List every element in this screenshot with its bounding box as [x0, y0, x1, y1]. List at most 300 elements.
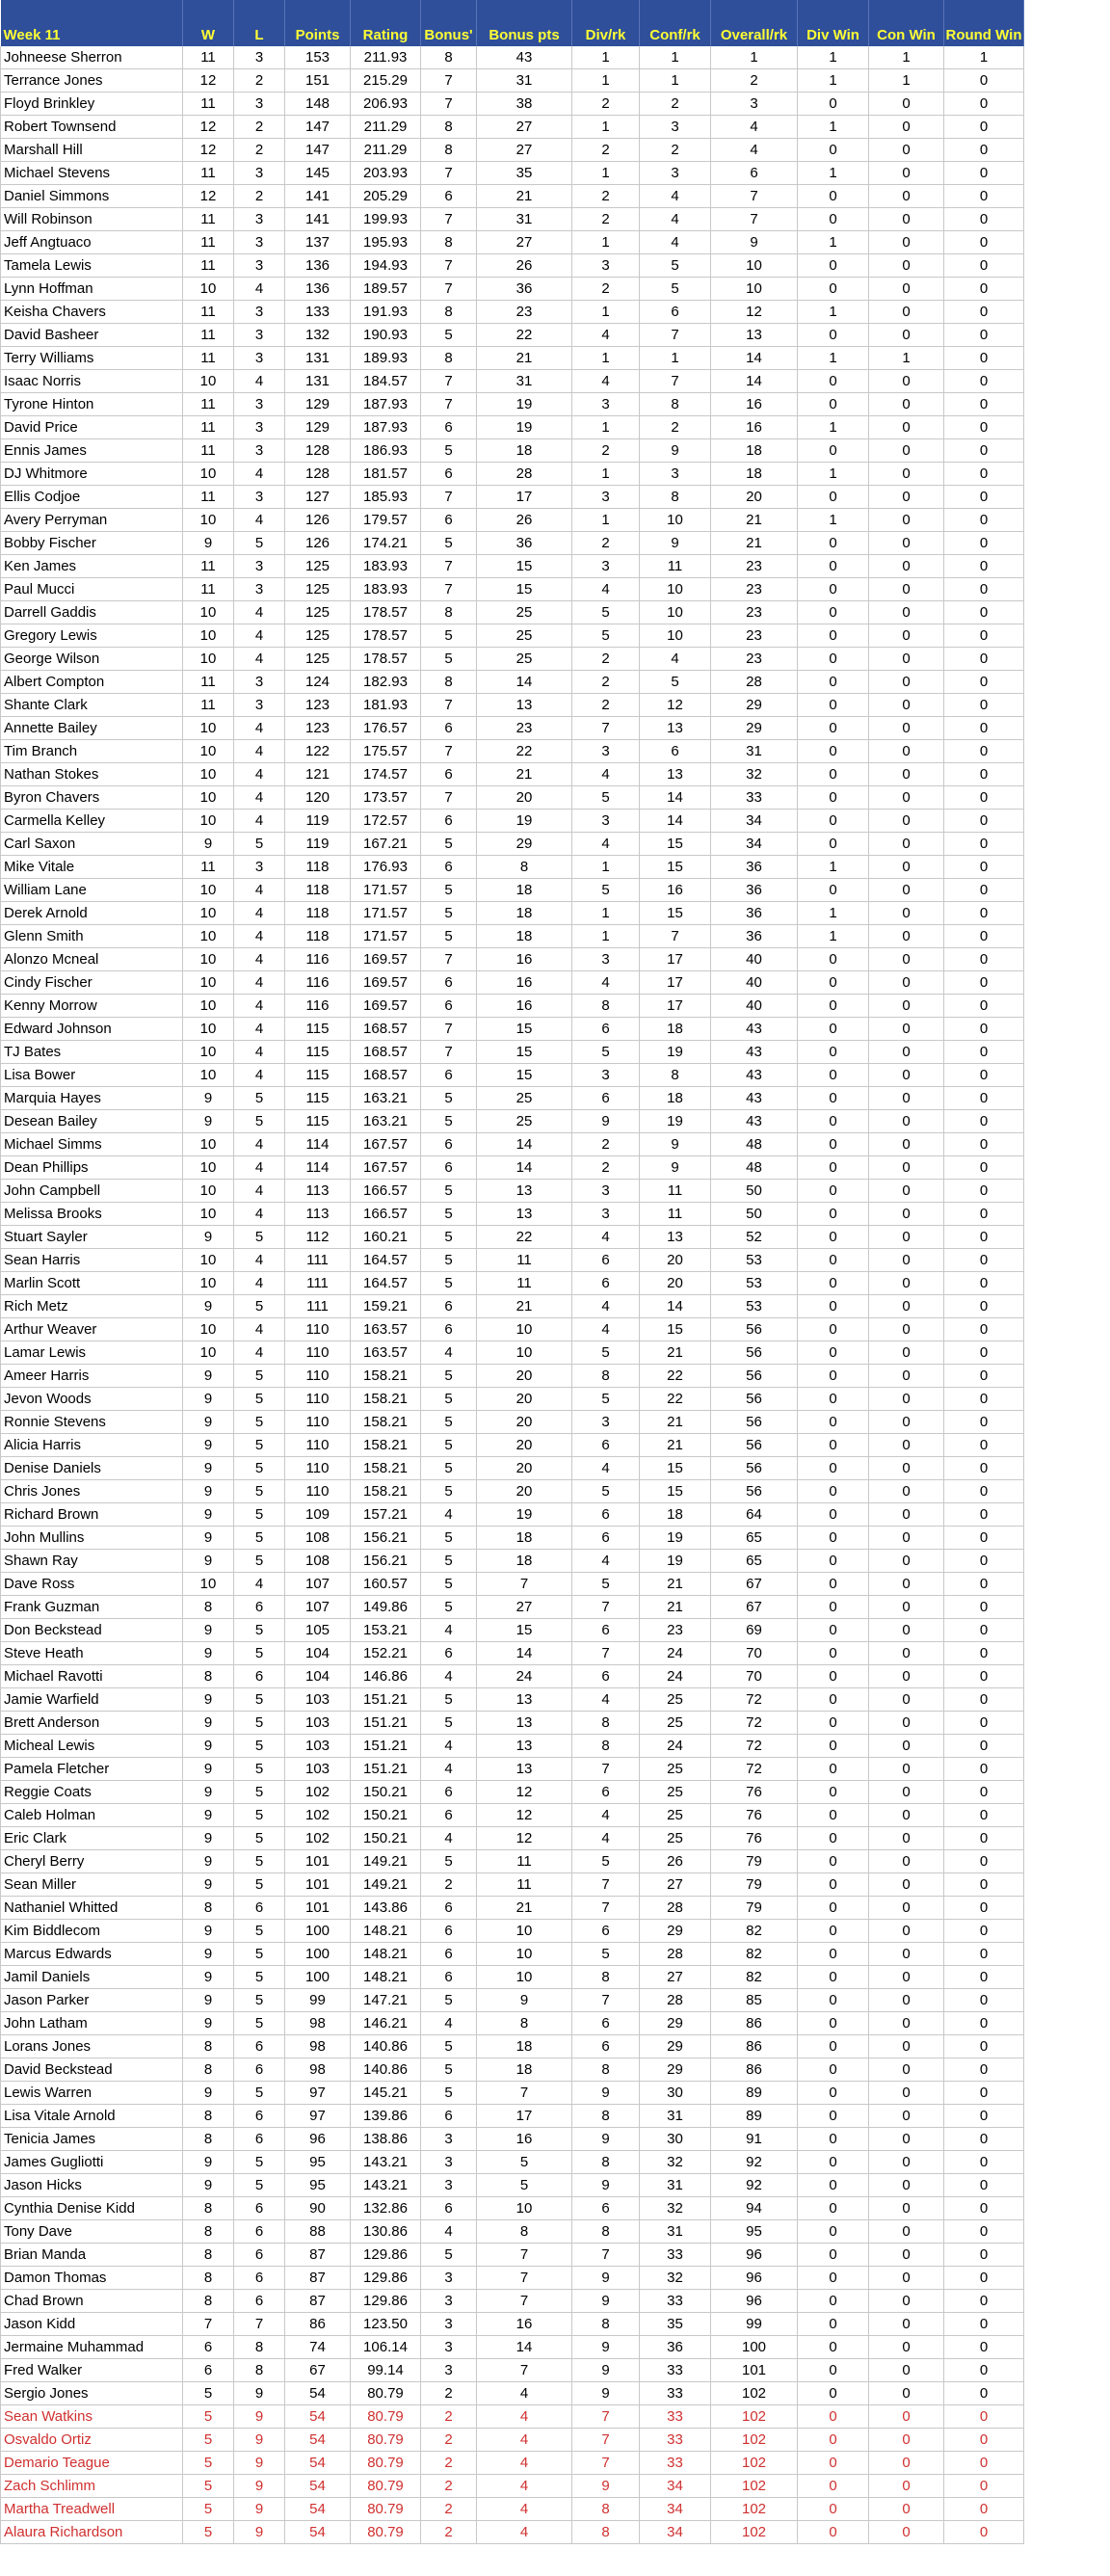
div-rank-cell: 8 [572, 2220, 640, 2244]
overall-rank-cell: 4 [711, 139, 798, 162]
overall-rank-cell: 65 [711, 1550, 798, 1573]
div-win-cell: 0 [798, 1642, 869, 1665]
overall-rank-cell: 16 [711, 416, 798, 439]
div-win-cell: 0 [798, 1388, 869, 1411]
table-row [1, 416, 1024, 439]
player-name-cell: Sean Watkins [1, 2405, 183, 2429]
overall-rank-cell: 29 [711, 717, 798, 740]
div-win-cell: 1 [798, 509, 869, 532]
losses-cell: 8 [234, 2336, 285, 2359]
round-win-cell: 0 [944, 925, 1024, 948]
table-row [1, 601, 1024, 624]
points-cell: 112 [285, 1226, 351, 1249]
player-name-cell: Lewis Warren [1, 2082, 183, 2105]
points-cell: 98 [285, 2058, 351, 2082]
div-rank-cell: 9 [572, 2336, 640, 2359]
bonus-count-cell: 5 [421, 439, 477, 463]
bonus-count-cell: 5 [421, 1712, 477, 1735]
rating-cell: 187.93 [351, 393, 421, 416]
round-win-cell: 0 [944, 1388, 1024, 1411]
div-win-cell: 0 [798, 1365, 869, 1388]
conf-rank-cell: 1 [640, 347, 711, 370]
bonus-count-cell: 5 [421, 648, 477, 671]
div-rank-cell: 4 [572, 1827, 640, 1850]
bonus-points-cell: 20 [477, 786, 572, 810]
points-cell: 110 [285, 1411, 351, 1434]
con-win-cell: 0 [869, 555, 944, 578]
table-row [1, 347, 1024, 370]
points-cell: 67 [285, 2359, 351, 2382]
conf-rank-cell: 27 [640, 1966, 711, 1989]
points-cell: 105 [285, 1619, 351, 1642]
div-rank-cell: 6 [572, 1087, 640, 1110]
rating-cell: 157.21 [351, 1503, 421, 1527]
div-rank-cell: 3 [572, 740, 640, 763]
conf-rank-cell: 33 [640, 2382, 711, 2405]
bonus-points-cell: 13 [477, 1203, 572, 1226]
round-win-cell: 0 [944, 601, 1024, 624]
losses-cell: 4 [234, 1341, 285, 1365]
losses-cell: 5 [234, 1550, 285, 1573]
div-win-cell: 0 [798, 2035, 869, 2058]
bonus-count-cell: 5 [421, 1527, 477, 1550]
bonus-count-cell: 5 [421, 2244, 477, 2267]
div-rank-cell: 8 [572, 995, 640, 1018]
losses-cell: 9 [234, 2521, 285, 2544]
rating-cell: 129.86 [351, 2244, 421, 2267]
points-cell: 95 [285, 2174, 351, 2197]
table-row [1, 763, 1024, 786]
round-win-cell: 0 [944, 2498, 1024, 2521]
bonus-count-cell: 6 [421, 2105, 477, 2128]
player-name-cell: John Mullins [1, 1527, 183, 1550]
player-name-cell: Tony Dave [1, 2220, 183, 2244]
con-win-cell: 0 [869, 2313, 944, 2336]
overall-rank-cell: 72 [711, 1712, 798, 1735]
losses-cell: 4 [234, 786, 285, 810]
overall-rank-cell: 43 [711, 1110, 798, 1133]
player-name-cell: Reggie Coats [1, 1781, 183, 1804]
table-row [1, 1758, 1024, 1781]
wins-cell: 11 [183, 347, 234, 370]
overall-rank-cell: 56 [711, 1388, 798, 1411]
table-row [1, 1596, 1024, 1619]
losses-cell: 7 [234, 2313, 285, 2336]
losses-cell: 3 [234, 856, 285, 879]
table-row [1, 578, 1024, 601]
losses-cell: 5 [234, 1804, 285, 1827]
bonus-points-cell: 43 [477, 46, 572, 69]
overall-rank-cell: 40 [711, 971, 798, 995]
conf-rank-cell: 10 [640, 601, 711, 624]
rating-cell: 151.21 [351, 1688, 421, 1712]
div-win-cell: 0 [798, 1272, 869, 1295]
wins-cell: 10 [183, 810, 234, 833]
conf-rank-cell: 4 [640, 648, 711, 671]
player-name-cell: Alonzo Mcneal [1, 948, 183, 971]
bonus-points-cell: 21 [477, 763, 572, 786]
div-rank-cell: 7 [572, 2452, 640, 2475]
div-win-cell: 0 [798, 1226, 869, 1249]
rating-cell: 158.21 [351, 1411, 421, 1434]
points-cell: 119 [285, 833, 351, 856]
con-win-cell: 0 [869, 1318, 944, 1341]
player-name-cell: Lorans Jones [1, 2035, 183, 2058]
rating-cell: 153.21 [351, 1619, 421, 1642]
rating-cell: 143.21 [351, 2174, 421, 2197]
points-cell: 115 [285, 1087, 351, 1110]
overall-rank-cell: 2 [711, 69, 798, 93]
div-win-cell: 0 [798, 2267, 869, 2290]
wins-cell: 5 [183, 2521, 234, 2544]
overall-rank-cell: 56 [711, 1411, 798, 1434]
round-win-cell: 0 [944, 856, 1024, 879]
losses-cell: 5 [234, 1989, 285, 2012]
table-row [1, 324, 1024, 347]
table-row [1, 486, 1024, 509]
table-row [1, 1619, 1024, 1642]
points-cell: 110 [285, 1341, 351, 1365]
overall-rank-cell: 102 [711, 2452, 798, 2475]
player-name-cell: Jevon Woods [1, 1388, 183, 1411]
div-rank-cell: 7 [572, 1897, 640, 1920]
wins-cell: 9 [183, 1226, 234, 1249]
player-name-cell: Edward Johnson [1, 1018, 183, 1041]
player-name-cell: Lisa Bower [1, 1064, 183, 1087]
player-name-cell: Jason Kidd [1, 2313, 183, 2336]
losses-cell: 4 [234, 1133, 285, 1156]
points-cell: 136 [285, 254, 351, 278]
wins-cell: 9 [183, 1966, 234, 1989]
losses-cell: 4 [234, 463, 285, 486]
div-win-cell: 0 [798, 648, 869, 671]
wins-cell: 6 [183, 2336, 234, 2359]
losses-cell: 3 [234, 231, 285, 254]
table-row [1, 1503, 1024, 1527]
table-row [1, 1573, 1024, 1596]
player-name-cell: Damon Thomas [1, 2267, 183, 2290]
bonus-count-cell: 4 [421, 1619, 477, 1642]
points-cell: 90 [285, 2197, 351, 2220]
bonus-points-cell: 10 [477, 1318, 572, 1341]
con-win-cell: 0 [869, 439, 944, 463]
wins-cell: 8 [183, 1596, 234, 1619]
rating-cell: 172.57 [351, 810, 421, 833]
rating-cell: 129.86 [351, 2290, 421, 2313]
overall-rank-cell: 7 [711, 208, 798, 231]
table-row [1, 278, 1024, 301]
table-row [1, 2174, 1024, 2197]
div-win-cell: 0 [798, 2220, 869, 2244]
bonus-count-cell: 8 [421, 671, 477, 694]
rating-cell: 138.86 [351, 2128, 421, 2151]
losses-cell: 4 [234, 810, 285, 833]
losses-cell: 6 [234, 2197, 285, 2220]
rating-cell: 146.86 [351, 1665, 421, 1688]
overall-rank-cell: 52 [711, 1226, 798, 1249]
losses-cell: 8 [234, 2359, 285, 2382]
bonus-count-cell: 7 [421, 555, 477, 578]
wins-cell: 10 [183, 1203, 234, 1226]
bonus-count-cell: 6 [421, 1133, 477, 1156]
bonus-points-cell: 17 [477, 2105, 572, 2128]
div-win-cell: 0 [798, 2521, 869, 2544]
overall-rank-cell: 82 [711, 1966, 798, 1989]
table-row [1, 1388, 1024, 1411]
round-win-cell: 0 [944, 1341, 1024, 1365]
player-name-cell: Jeff Angtuaco [1, 231, 183, 254]
bonus-count-cell: 5 [421, 833, 477, 856]
conf-rank-cell: 28 [640, 1989, 711, 2012]
div-rank-cell: 1 [572, 46, 640, 69]
conf-rank-cell: 25 [640, 1688, 711, 1712]
div-rank-cell: 5 [572, 786, 640, 810]
div-win-cell: 0 [798, 393, 869, 416]
losses-cell: 4 [234, 1180, 285, 1203]
conf-rank-cell: 9 [640, 439, 711, 463]
rating-cell: 163.57 [351, 1341, 421, 1365]
rating-cell: 175.57 [351, 740, 421, 763]
conf-rank-cell: 25 [640, 1804, 711, 1827]
losses-cell: 5 [234, 1758, 285, 1781]
round-win-cell: 0 [944, 231, 1024, 254]
bonus-points-cell: 12 [477, 1827, 572, 1850]
overall-rank-cell: 76 [711, 1804, 798, 1827]
con-win-cell: 0 [869, 139, 944, 162]
rating-cell: 178.57 [351, 624, 421, 648]
losses-cell: 6 [234, 2128, 285, 2151]
conf-rank-cell: 34 [640, 2498, 711, 2521]
conf-rank-cell: 31 [640, 2174, 711, 2197]
table-row [1, 925, 1024, 948]
bonus-count-cell: 3 [421, 2336, 477, 2359]
losses-cell: 3 [234, 347, 285, 370]
con-win-cell: 0 [869, 1712, 944, 1735]
player-name-cell: Chad Brown [1, 2290, 183, 2313]
table-row [1, 2405, 1024, 2429]
round-win-cell: 0 [944, 1064, 1024, 1087]
conf-rank-cell: 22 [640, 1388, 711, 1411]
player-name-cell: Demario Teague [1, 2452, 183, 2475]
round-win-cell: 0 [944, 185, 1024, 208]
round-win-cell: 0 [944, 1110, 1024, 1133]
wins-cell: 9 [183, 1295, 234, 1318]
column-header-points: Points [285, 0, 351, 46]
rating-cell: 158.21 [351, 1388, 421, 1411]
points-cell: 108 [285, 1550, 351, 1573]
bonus-points-cell: 38 [477, 93, 572, 116]
bonus-count-cell: 2 [421, 2475, 477, 2498]
wins-cell: 8 [183, 1897, 234, 1920]
table-row [1, 2035, 1024, 2058]
bonus-points-cell: 21 [477, 1295, 572, 1318]
bonus-count-cell: 7 [421, 486, 477, 509]
player-name-cell: Marcus Edwards [1, 1943, 183, 1966]
bonus-points-cell: 20 [477, 1480, 572, 1503]
wins-cell: 9 [183, 1411, 234, 1434]
div-rank-cell: 2 [572, 532, 640, 555]
table-row [1, 301, 1024, 324]
round-win-cell: 0 [944, 578, 1024, 601]
losses-cell: 3 [234, 416, 285, 439]
player-name-cell: John Campbell [1, 1180, 183, 1203]
points-cell: 96 [285, 2128, 351, 2151]
table-row [1, 2313, 1024, 2336]
round-win-cell: 0 [944, 1434, 1024, 1457]
wins-cell: 9 [183, 1850, 234, 1873]
div-win-cell: 1 [798, 46, 869, 69]
rating-cell: 150.21 [351, 1827, 421, 1850]
points-cell: 129 [285, 393, 351, 416]
bonus-count-cell: 8 [421, 46, 477, 69]
table-row [1, 231, 1024, 254]
bonus-count-cell: 7 [421, 1018, 477, 1041]
div-rank-cell: 8 [572, 1712, 640, 1735]
div-win-cell: 1 [798, 463, 869, 486]
conf-rank-cell: 33 [640, 2452, 711, 2475]
wins-cell: 9 [183, 1989, 234, 2012]
div-win-cell: 0 [798, 1712, 869, 1735]
rating-cell: 163.21 [351, 1087, 421, 1110]
div-rank-cell: 1 [572, 925, 640, 948]
wins-cell: 12 [183, 185, 234, 208]
overall-rank-cell: 43 [711, 1041, 798, 1064]
conf-rank-cell: 15 [640, 1480, 711, 1503]
bonus-points-cell: 20 [477, 1457, 572, 1480]
div-rank-cell: 3 [572, 948, 640, 971]
overall-rank-cell: 96 [711, 2267, 798, 2290]
bonus-count-cell: 5 [421, 2082, 477, 2105]
conf-rank-cell: 15 [640, 1457, 711, 1480]
bonus-points-cell: 7 [477, 2290, 572, 2313]
div-rank-cell: 1 [572, 301, 640, 324]
wins-cell: 10 [183, 1156, 234, 1180]
con-win-cell: 0 [869, 393, 944, 416]
con-win-cell: 0 [869, 1989, 944, 2012]
bonus-points-cell: 15 [477, 1064, 572, 1087]
player-name-cell: Jason Parker [1, 1989, 183, 2012]
round-win-cell: 0 [944, 2452, 1024, 2475]
con-win-cell: 0 [869, 2336, 944, 2359]
con-win-cell: 0 [869, 1087, 944, 1110]
losses-cell: 5 [234, 1388, 285, 1411]
bonus-count-cell: 6 [421, 1897, 477, 1920]
conf-rank-cell: 32 [640, 2151, 711, 2174]
points-cell: 110 [285, 1365, 351, 1388]
rating-cell: 174.57 [351, 763, 421, 786]
bonus-points-cell: 13 [477, 694, 572, 717]
div-win-cell: 0 [798, 185, 869, 208]
conf-rank-cell: 16 [640, 879, 711, 902]
con-win-cell: 0 [869, 1966, 944, 1989]
bonus-count-cell: 7 [421, 1041, 477, 1064]
overall-rank-cell: 92 [711, 2151, 798, 2174]
points-cell: 97 [285, 2105, 351, 2128]
div-rank-cell: 4 [572, 1804, 640, 1827]
player-name-cell: Cindy Fischer [1, 971, 183, 995]
losses-cell: 4 [234, 370, 285, 393]
conf-rank-cell: 10 [640, 509, 711, 532]
con-win-cell: 0 [869, 2105, 944, 2128]
wins-cell: 11 [183, 486, 234, 509]
rating-cell: 80.79 [351, 2382, 421, 2405]
conf-rank-cell: 21 [640, 1573, 711, 1596]
losses-cell: 5 [234, 1110, 285, 1133]
rating-cell: 160.57 [351, 1573, 421, 1596]
div-win-cell: 0 [798, 717, 869, 740]
rating-cell: 80.79 [351, 2475, 421, 2498]
div-win-cell: 0 [798, 1550, 869, 1573]
round-win-cell: 0 [944, 1018, 1024, 1041]
wins-cell: 8 [183, 2244, 234, 2267]
bonus-points-cell: 8 [477, 856, 572, 879]
bonus-count-cell: 5 [421, 1573, 477, 1596]
bonus-points-cell: 18 [477, 439, 572, 463]
bonus-points-cell: 7 [477, 2267, 572, 2290]
bonus-points-cell: 13 [477, 1688, 572, 1712]
round-win-cell: 0 [944, 2336, 1024, 2359]
overall-rank-cell: 56 [711, 1341, 798, 1365]
round-win-cell: 0 [944, 2405, 1024, 2429]
overall-rank-cell: 92 [711, 2174, 798, 2197]
div-win-cell: 0 [798, 1203, 869, 1226]
overall-rank-cell: 50 [711, 1180, 798, 1203]
con-win-cell: 0 [869, 1249, 944, 1272]
bonus-points-cell: 28 [477, 463, 572, 486]
wins-cell: 10 [183, 879, 234, 902]
bonus-points-cell: 16 [477, 995, 572, 1018]
rating-cell: 183.93 [351, 578, 421, 601]
div-win-cell: 0 [798, 1573, 869, 1596]
rating-cell: 171.57 [351, 902, 421, 925]
rating-cell: 167.57 [351, 1156, 421, 1180]
overall-rank-cell: 67 [711, 1573, 798, 1596]
rating-cell: 106.14 [351, 2336, 421, 2359]
player-name-cell: Byron Chavers [1, 786, 183, 810]
bonus-points-cell: 18 [477, 1550, 572, 1573]
losses-cell: 5 [234, 833, 285, 856]
bonus-count-cell: 5 [421, 1457, 477, 1480]
conf-rank-cell: 3 [640, 162, 711, 185]
con-win-cell: 0 [869, 301, 944, 324]
rating-cell: 80.79 [351, 2521, 421, 2544]
table-row [1, 1735, 1024, 1758]
con-win-cell: 0 [869, 2244, 944, 2267]
con-win-cell: 0 [869, 2290, 944, 2313]
div-win-cell: 0 [798, 2105, 869, 2128]
div-rank-cell: 8 [572, 1735, 640, 1758]
bonus-count-cell: 4 [421, 1827, 477, 1850]
conf-rank-cell: 1 [640, 69, 711, 93]
conf-rank-cell: 18 [640, 1087, 711, 1110]
div-rank-cell: 1 [572, 347, 640, 370]
conf-rank-cell: 7 [640, 925, 711, 948]
bonus-points-cell: 16 [477, 948, 572, 971]
div-rank-cell: 7 [572, 2405, 640, 2429]
wins-cell: 10 [183, 1249, 234, 1272]
losses-cell: 5 [234, 1295, 285, 1318]
table-row [1, 1411, 1024, 1434]
column-header-overall-rank: Overall/rk [711, 0, 798, 46]
conf-rank-cell: 17 [640, 995, 711, 1018]
points-cell: 126 [285, 532, 351, 555]
losses-cell: 5 [234, 1619, 285, 1642]
round-win-cell: 0 [944, 2475, 1024, 2498]
table-row [1, 717, 1024, 740]
rating-cell: 149.86 [351, 1596, 421, 1619]
con-win-cell: 0 [869, 648, 944, 671]
bonus-points-cell: 26 [477, 254, 572, 278]
